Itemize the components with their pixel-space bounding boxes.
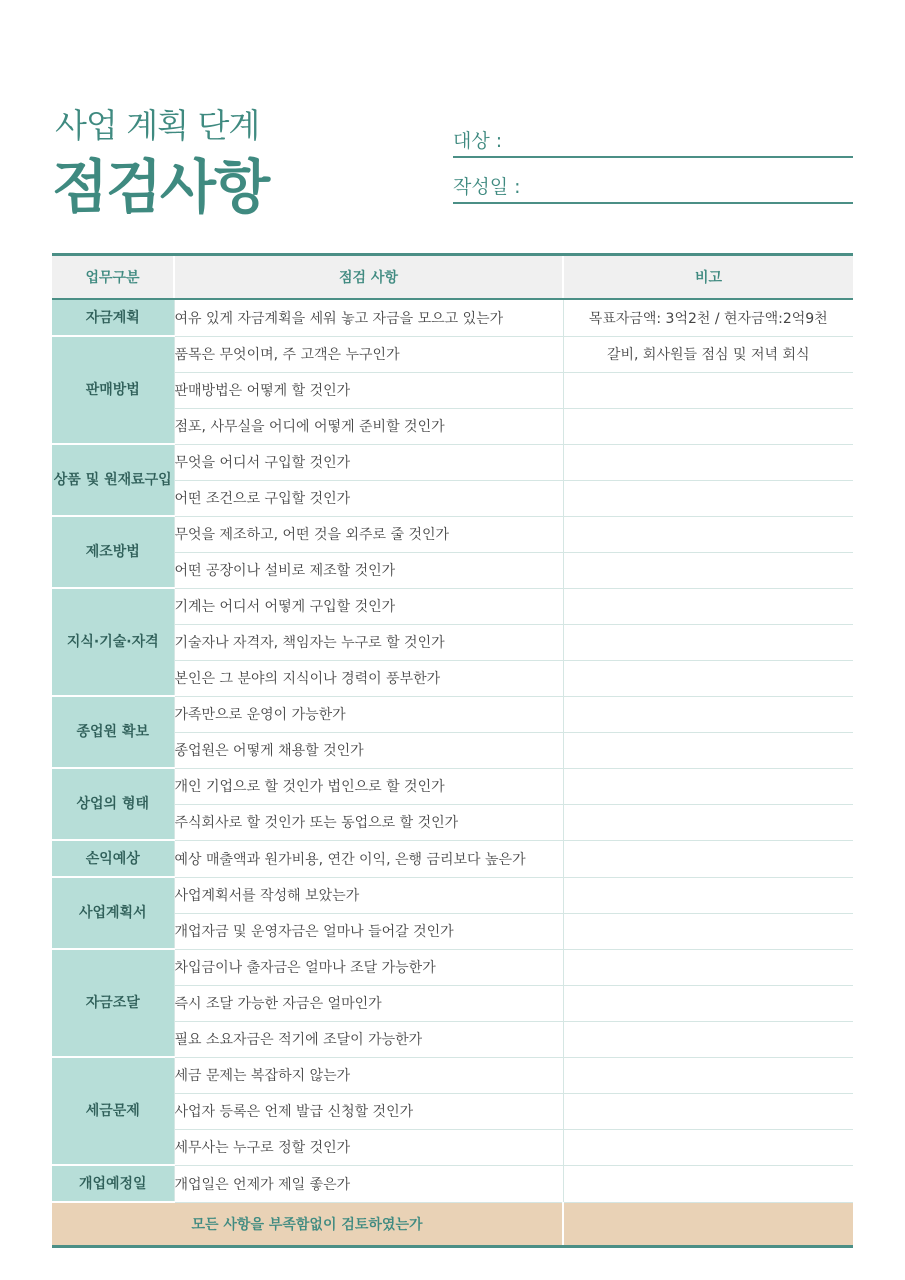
check-item-cell: 사업자 등록은 언제 발급 신청할 것인가	[174, 1093, 563, 1129]
check-item-cell: 무엇을 어디서 구입할 것인가	[174, 444, 563, 480]
check-item-cell: 점포, 사무실을 어디에 어떻게 준비할 것인가	[174, 408, 563, 444]
check-item-cell: 차입금이나 출자금은 얼마나 조달 가능한가	[174, 949, 563, 985]
footer-summary: 모든 사항을 부족함없이 검토하였는가	[52, 1202, 563, 1247]
note-cell[interactable]	[563, 660, 853, 696]
note-cell[interactable]	[563, 877, 853, 913]
note-cell[interactable]	[563, 624, 853, 660]
note-cell[interactable]	[563, 444, 853, 480]
table-header-row	[52, 255, 853, 300]
checklist-table	[52, 253, 853, 1248]
note-cell[interactable]: 목표자금액: 3억2천 / 현자금액:2억9천	[563, 299, 853, 336]
page-subtitle: 사업 계획 단계	[55, 106, 260, 145]
note-cell[interactable]	[563, 732, 853, 768]
note-cell[interactable]	[563, 552, 853, 588]
table-footer-row	[52, 1202, 853, 1247]
note-cell[interactable]	[563, 1129, 853, 1165]
table-row	[52, 516, 853, 552]
note-cell[interactable]	[563, 696, 853, 732]
note-cell[interactable]	[563, 480, 853, 516]
check-item-cell: 종업원은 어떻게 채용할 것인가	[174, 732, 563, 768]
category-cell: 상품 및 원재료구입	[52, 444, 174, 516]
check-item-cell: 판매방법은 어떻게 할 것인가	[174, 372, 563, 408]
header-category: 업무구분	[52, 255, 174, 300]
table-row	[52, 696, 853, 732]
target-label: 대상 :	[453, 130, 503, 152]
check-item-cell: 기계는 어디서 어떻게 구입할 것인가	[174, 588, 563, 624]
check-item-cell: 개업일은 언제가 제일 좋은가	[174, 1165, 563, 1202]
note-cell[interactable]	[563, 372, 853, 408]
category-cell: 상업의 형태	[52, 768, 174, 840]
table-row	[52, 949, 853, 985]
check-item-cell: 세금 문제는 복잡하지 않는가	[174, 1057, 563, 1093]
check-item-cell: 예상 매출액과 원가비용, 연간 이익, 은행 금리보다 높은가	[174, 840, 563, 877]
category-cell: 종업원 확보	[52, 696, 174, 768]
note-cell[interactable]	[563, 913, 853, 949]
check-item-cell: 본인은 그 분야의 지식이나 경력이 풍부한가	[174, 660, 563, 696]
table-row	[52, 840, 853, 877]
note-cell[interactable]	[563, 588, 853, 624]
date-label: 작성일 :	[453, 176, 521, 198]
table-body	[52, 299, 853, 1202]
category-cell: 사업계획서	[52, 877, 174, 949]
note-cell[interactable]	[563, 949, 853, 985]
check-item-cell: 여유 있게 자금계획을 세워 놓고 자금을 모으고 있는가	[174, 299, 563, 336]
note-cell[interactable]	[563, 1021, 853, 1057]
note-cell[interactable]	[563, 804, 853, 840]
check-item-cell: 품목은 무엇이며, 주 고객은 누구인가	[174, 336, 563, 372]
note-cell[interactable]	[563, 840, 853, 877]
table-row	[52, 444, 853, 480]
date-field[interactable]	[453, 172, 853, 204]
table-row	[52, 768, 853, 804]
check-item-cell: 주식회사로 할 것인가 또는 동업으로 할 것인가	[174, 804, 563, 840]
check-item-cell: 가족만으로 운영이 가능한가	[174, 696, 563, 732]
table-row	[52, 1165, 853, 1202]
check-item-cell: 기술자나 자격자, 책임자는 누구로 할 것인가	[174, 624, 563, 660]
category-cell: 제조방법	[52, 516, 174, 588]
check-item-cell: 개업자금 및 운영자금은 얼마나 들어갈 것인가	[174, 913, 563, 949]
footer-note	[563, 1202, 853, 1247]
table-row	[52, 336, 853, 372]
check-item-cell: 필요 소요자금은 적기에 조달이 가능한가	[174, 1021, 563, 1057]
category-cell: 손익예상	[52, 840, 174, 877]
note-cell[interactable]	[563, 408, 853, 444]
check-item-cell: 즉시 조달 가능한 자금은 얼마인가	[174, 985, 563, 1021]
note-cell[interactable]: 갈비, 회사원들 점심 및 저녁 회식	[563, 336, 853, 372]
note-cell[interactable]	[563, 985, 853, 1021]
check-item-cell: 사업계획서를 작성해 보았는가	[174, 877, 563, 913]
note-cell[interactable]	[563, 516, 853, 552]
table-row	[52, 588, 853, 624]
header-check-item: 점검 사항	[174, 255, 563, 300]
check-item-cell: 어떤 공장이나 설비로 제조할 것인가	[174, 552, 563, 588]
header-note: 비고	[563, 255, 853, 300]
category-cell: 개업예정일	[52, 1165, 174, 1202]
note-cell[interactable]	[563, 1093, 853, 1129]
check-item-cell: 세무사는 누구로 정할 것인가	[174, 1129, 563, 1165]
category-cell: 지식·기술·자격	[52, 588, 174, 696]
note-cell[interactable]	[563, 1057, 853, 1093]
table-row	[52, 1057, 853, 1093]
check-item-cell: 개인 기업으로 할 것인가 법인으로 할 것인가	[174, 768, 563, 804]
note-cell[interactable]	[563, 1165, 853, 1202]
target-field[interactable]	[453, 126, 853, 158]
category-cell: 자금계획	[52, 299, 174, 336]
page-title: 점검사항	[52, 153, 269, 221]
category-cell: 세금문제	[52, 1057, 174, 1165]
table-row	[52, 877, 853, 913]
check-item-cell: 무엇을 제조하고, 어떤 것을 외주로 줄 것인가	[174, 516, 563, 552]
category-cell: 판매방법	[52, 336, 174, 444]
table-row	[52, 299, 853, 336]
check-item-cell: 어떤 조건으로 구입할 것인가	[174, 480, 563, 516]
note-cell[interactable]	[563, 768, 853, 804]
category-cell: 자금조달	[52, 949, 174, 1057]
